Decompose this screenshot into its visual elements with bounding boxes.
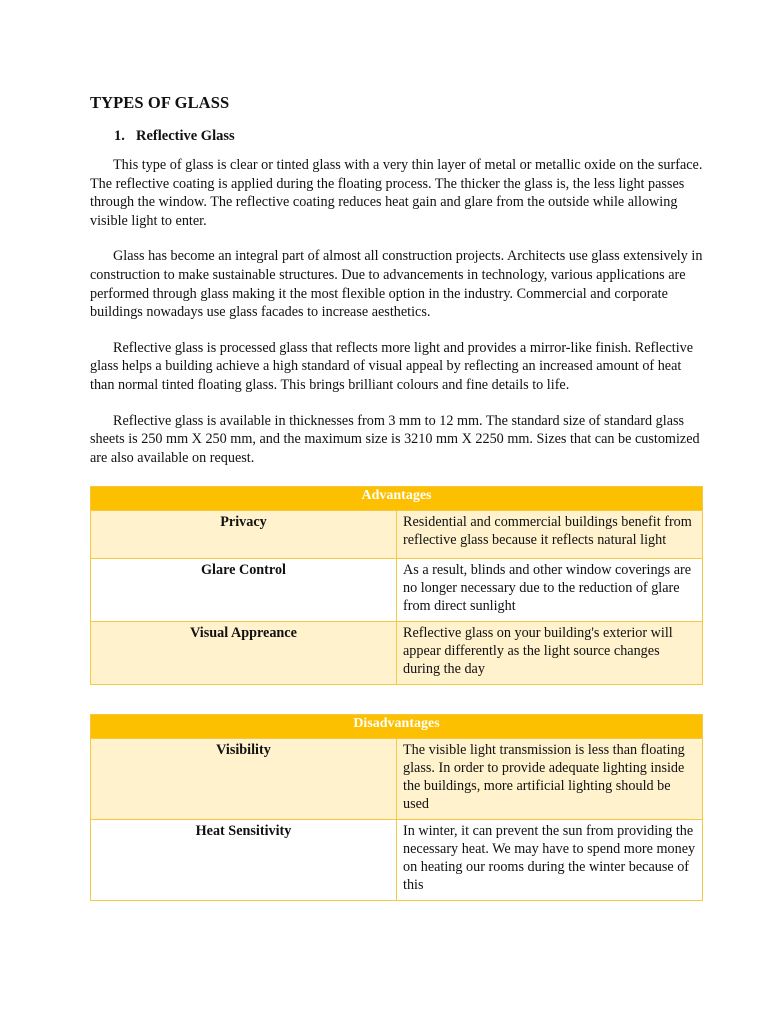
paragraph-4: Reflective glass is available in thicknesses from 3 mm to 12 mm. The standard size of standard glass sheets is 250 mm X 250 mm, and the maximum size is 3210 mm X 2250 mm. Sizes that can be customized are also available on request. <box>90 412 700 466</box>
row-description: As a result, blinds and other window coverings are no longer necessary due to the reduction of glare from direct sunlight <box>397 559 703 622</box>
paragraph-3: Reflective glass is processed glass that reflects more light and provides a mirror-like finish. Reflective glass helps a building achieve a high standard of visual appeal by reflecting an increased amount of heat than normal tinted floating glass. This brings brilliant colours and fine details to life. <box>90 339 694 393</box>
section-number: 1. <box>114 128 125 144</box>
advantages-header: Advantages <box>91 487 703 511</box>
row-description: Reflective glass on your building's exterior will appear differently as the light source changes during the day <box>397 622 703 685</box>
row-label: Heat Sensitivity <box>91 820 397 901</box>
section-heading <box>90 126 704 146</box>
table-row <box>91 559 703 622</box>
paragraph-1: This type of glass is clear or tinted glass with a very thin layer of metal or metallic oxide on the surface. The reflective coating is applied during the floating process. The thicker the glass is, the less light passes through the window. The reflective coating reduces heat gain and glare from the outside while allowing visible light to enter. <box>90 157 703 229</box>
disadvantages-table <box>90 714 703 901</box>
table-row <box>91 622 703 685</box>
page-title: TYPES OF GLASS <box>90 93 230 112</box>
table-row <box>91 820 703 901</box>
table-row <box>91 739 703 820</box>
row-description: In winter, it can prevent the sun from providing the necessary heat. We may have to spend more money on heating our rooms during the winter because of this <box>397 820 703 901</box>
section-title: Reflective Glass <box>136 128 235 144</box>
disadvantages-header: Disadvantages <box>91 715 703 739</box>
advantages-table <box>90 486 703 685</box>
table-row <box>91 511 703 559</box>
row-description: The visible light transmission is less than floating glass. In order to provide adequate lighting inside the buildings, more artificial lighting should be used <box>397 739 703 820</box>
row-label: Privacy <box>91 511 397 559</box>
paragraph-2: Glass has become an integral part of almost all construction projects. Architects use glass extensively in construction to make sustainable structures. Due to advancements in technology, various applications are performed through glass making it the most flexible option in the industry. Commercial and corporate buildings nowadays use glass facades to increase aesthetics. <box>90 248 703 321</box>
row-label: Visibility <box>91 739 397 820</box>
row-label: Glare Control <box>91 559 397 622</box>
document-page <box>90 92 704 901</box>
row-description: Residential and commercial buildings benefit from reflective glass because it reflects natural light <box>397 511 703 559</box>
row-label: Visual Appreance <box>91 622 397 685</box>
